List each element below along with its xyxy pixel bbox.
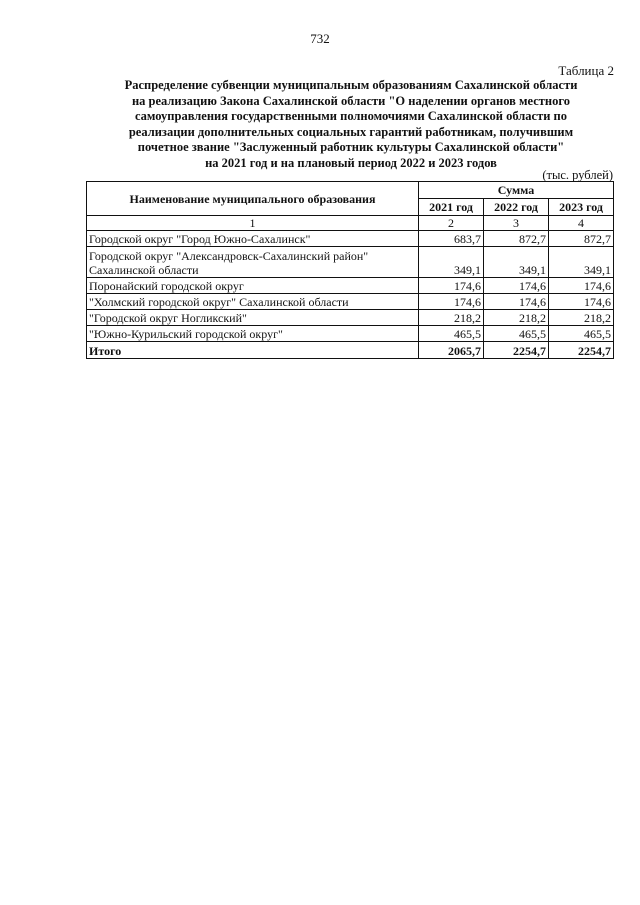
value-2023: 174,6 <box>549 278 614 294</box>
column-number: 2 <box>419 216 484 231</box>
municipality-name: "Городской округ Ногликский" <box>87 310 419 326</box>
municipality-name: Поронайский городской округ <box>87 278 419 294</box>
total-row <box>87 342 614 359</box>
table-row <box>87 294 614 310</box>
table-row <box>87 231 614 247</box>
value-2021: 174,6 <box>419 278 484 294</box>
title-line: реализации дополнительных социальных гарантий работникам, получившим <box>128 124 574 139</box>
total-2022: 2254,7 <box>484 342 549 359</box>
title-line: на реализацию Закона Сахалинской области "О наделении органов местного <box>131 93 570 108</box>
value-2023: 872,7 <box>549 231 614 247</box>
column-number: 3 <box>484 216 549 231</box>
value-2021: 218,2 <box>419 310 484 326</box>
value-2023: 174,6 <box>549 294 614 310</box>
header-year-2023: 2023 год <box>549 199 614 216</box>
title-line: Распределение субвенции муниципальным образованиям Сахалинской области <box>124 78 578 92</box>
value-2022: 465,5 <box>484 326 549 342</box>
title-line: на 2021 год и на плановый период 2022 и 2023 годов <box>205 155 497 170</box>
value-2022: 349,1 <box>484 247 549 278</box>
title-line: самоуправления государственными полномочиями Сахалинской области по <box>134 109 567 123</box>
column-number: 1 <box>87 216 419 231</box>
header-year-2021: 2021 год <box>419 199 484 216</box>
column-number-row <box>87 216 614 231</box>
page-number: 732 <box>310 31 330 46</box>
table-row <box>87 278 614 294</box>
value-2022: 174,6 <box>484 278 549 294</box>
value-2021: 465,5 <box>419 326 484 342</box>
value-2023: 349,1 <box>549 247 614 278</box>
header-municipality: Наименование муниципального образования <box>87 182 419 216</box>
table-row <box>87 310 614 326</box>
subvention-table <box>86 181 614 359</box>
total-2023: 2254,7 <box>549 342 614 359</box>
table-row <box>87 247 614 278</box>
value-2022: 174,6 <box>484 294 549 310</box>
total-2021: 2065,7 <box>419 342 484 359</box>
municipality-name: Городской округ "Александровск-Сахалинский район" Сахалинской области <box>87 247 419 278</box>
header-year-2022: 2022 год <box>484 199 549 216</box>
value-2021: 174,6 <box>419 294 484 310</box>
value-2021: 349,1 <box>419 247 484 278</box>
value-2021: 683,7 <box>419 231 484 247</box>
document-title <box>96 78 606 171</box>
header-sum: Сумма <box>419 182 614 199</box>
table-label: Таблица 2 <box>558 63 614 78</box>
table-row <box>87 326 614 342</box>
value-2023: 465,5 <box>549 326 614 342</box>
municipality-name: "Южно-Курильский городской округ" <box>87 326 419 342</box>
municipality-name: "Холмский городской округ" Сахалинской области <box>87 294 419 310</box>
units-label: (тыс. рублей) <box>542 168 613 182</box>
title-line: почетное звание "Заслуженный работник культуры Сахалинской области" <box>137 140 565 154</box>
municipality-name: Городской округ "Город Южно-Сахалинск" <box>87 231 419 247</box>
value-2023: 218,2 <box>549 310 614 326</box>
value-2022: 218,2 <box>484 310 549 326</box>
column-number: 4 <box>549 216 614 231</box>
total-label: Итого <box>87 342 419 359</box>
value-2022: 872,7 <box>484 231 549 247</box>
